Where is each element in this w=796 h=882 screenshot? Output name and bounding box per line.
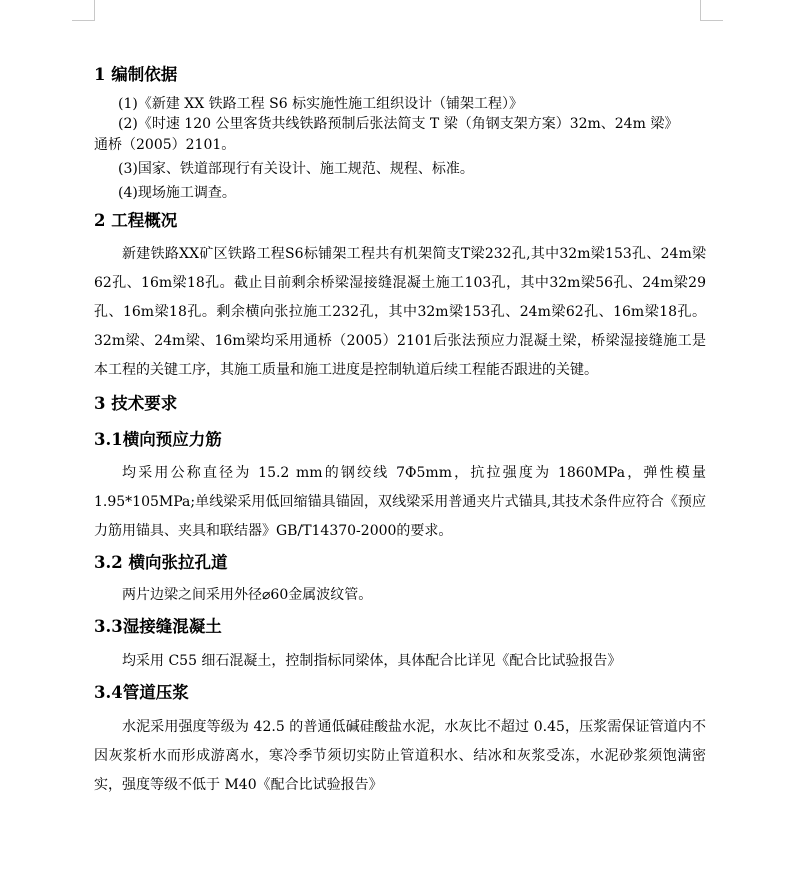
section-heading-3: 3 技术要求 <box>94 394 178 413</box>
subsection-heading-3-3: 3.3湿接缝混凝土 <box>94 617 222 636</box>
reference-item-2-cont: 通桥（2005）2101。 <box>94 137 236 153</box>
section-heading-2: 2 工程概况 <box>94 211 178 230</box>
subsection-heading-3-4: 3.4管道压浆 <box>94 683 189 702</box>
section-heading-1: 1 编制依据 <box>94 65 178 84</box>
reference-item-4: (4)现场施工调查。 <box>118 185 236 201</box>
project-overview-text: 新建铁路XX矿区铁路工程S6标铺架工程共有机架简支T梁232孔,其中32m梁153孔、24m梁62孔、16m梁18孔。截止目前剩余桥梁湿接缝混凝土施工103孔，其中32m梁56孔、24m梁29孔、16m梁18孔。剩余横向张拉施工232孔，其中32m梁153孔、24m梁62孔、16m梁18孔。32m梁、24m梁、16m梁均采用通桥（2005）2101后张法预应力混凝土梁，桥梁湿接缝施工是本工程的关键工序，其施工质量和施工进度是控制轨道后续工程能否跟进的关键。 <box>94 246 706 378</box>
reference-list <box>94 93 706 204</box>
subsection-heading-3-2: 3.2 横向张拉孔道 <box>94 553 228 572</box>
reference-item-3: (3)国家、铁道部现行有关设计、施工规范、规程、标准。 <box>118 161 474 177</box>
prestress-tendon-text: 均采用公称直径为 15.2 mm的钢绞线 7Φ5mm，抗拉强度为 1860MPa，弹性模量 1.95*105MPa;单线梁采用低回缩锚具锚固，双线梁采用普通夹片式锚具,其技术条件应符合《预应力筋用锚具、夹具和联结器》GB/T14370-2000的要求。 <box>94 465 706 539</box>
document-page <box>94 62 706 800</box>
page-corner-mark-left <box>72 0 95 21</box>
subsection-heading-3-1: 3.1横向预应力筋 <box>94 430 222 449</box>
tension-duct-text: 两片边梁之间采用外径⌀60金属波纹管。 <box>122 587 373 603</box>
reference-item-1: (1)《新建 XX 铁路工程 S6 标实施性施工组织设计（铺架工程）》 <box>118 96 524 112</box>
reference-item-2: (2)《时速 120 公里客货共线铁路预制后张法简支 T 梁（角钢支架方案）32m、24m 梁》 <box>118 116 679 132</box>
wet-joint-concrete-text: 均采用 C55 细石混凝土，控制指标同梁体，具体配合比详见《配合比试验报告》 <box>122 653 622 669</box>
page-corner-mark-right <box>700 0 723 21</box>
duct-grouting-text: 水泥采用强度等级为 42.5 的普通低碱硅酸盐水泥，水灰比不超过 0.45，压浆需保证管道内不因灰浆析水而形成游离水，寒冷季节须切实防止管道积水、结冰和灰浆受冻，水泥砂浆须饱满密实，强度等级不低于 M40《配合比试验报告》 <box>94 719 706 793</box>
